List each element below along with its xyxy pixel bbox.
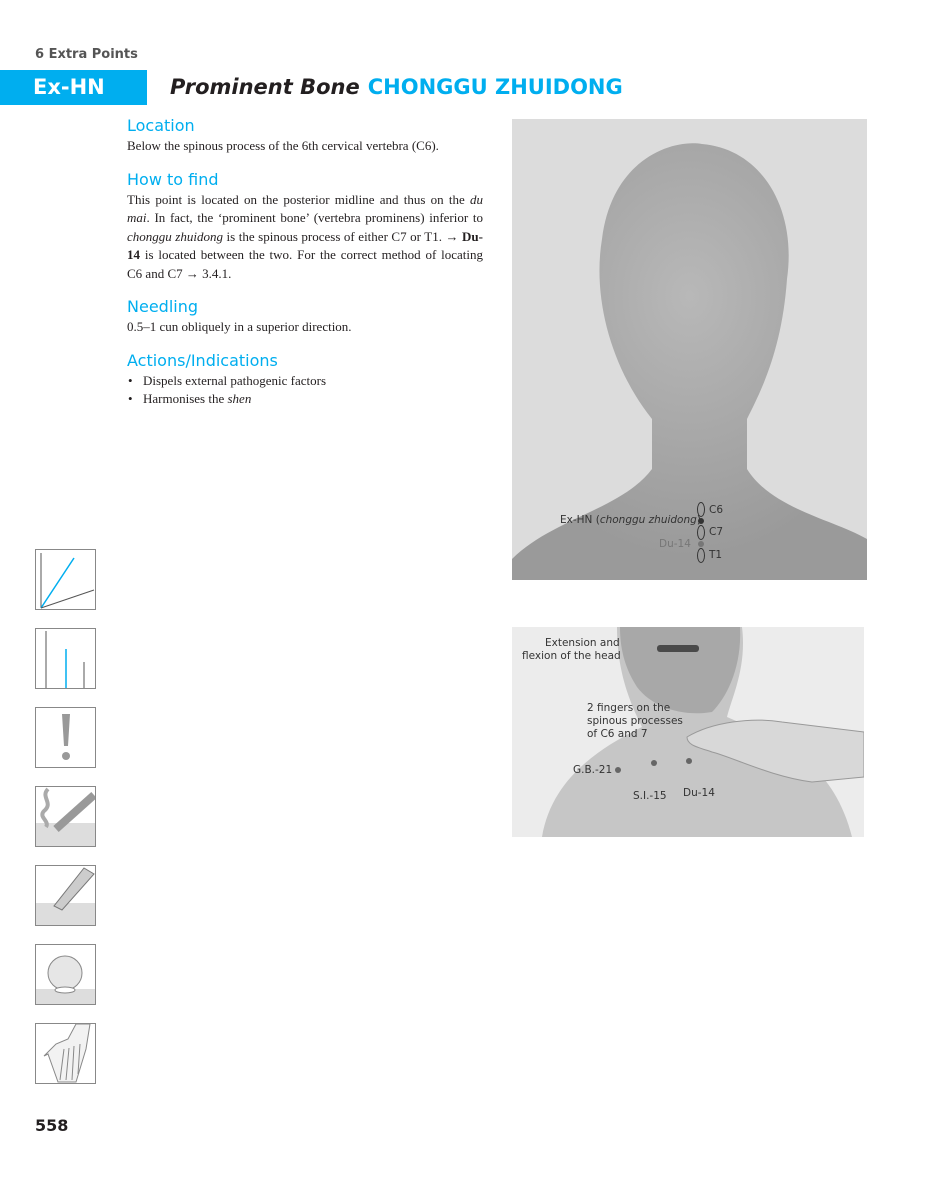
- text-run: This point is located on the posterior midline and thus on the: [127, 191, 470, 207]
- text-run: is located between the two. For the correct method of locating C6 and C7: [127, 247, 483, 281]
- label-fingers-3: of C6 and 7: [587, 728, 648, 740]
- label-text: Ex-HN (: [560, 514, 600, 526]
- actions-heading: Actions/Indications: [127, 350, 278, 370]
- point-du14-dot: [698, 541, 704, 547]
- how-to-find-heading: How to find: [127, 169, 219, 189]
- label-du14: Du-14: [659, 538, 691, 550]
- list-item-italic: shen: [227, 391, 252, 406]
- cupping-icon: [35, 944, 96, 1005]
- cross-reference-du14[interactable]: Du-14: [127, 228, 483, 262]
- title-english: Prominent Bone: [170, 75, 360, 99]
- caution-exclamation-icon: [35, 707, 96, 768]
- vertebra-t1-marker: [697, 548, 705, 563]
- text-run: is the spinous process of either C7 or T1.: [222, 228, 446, 244]
- actions-list: [127, 372, 483, 409]
- list-item-text: Dispels external pathogenic factors: [143, 372, 327, 388]
- label-si15: S.I.-15: [633, 790, 667, 802]
- label-gb21: G.B.-21: [573, 764, 613, 776]
- label-t1: T1: [709, 549, 723, 561]
- location-text: Below the spinous process of the 6th cervical vertebra (C6).: [127, 138, 439, 153]
- point-gb21-dot: [615, 767, 621, 773]
- photo-back-of-head: [512, 119, 867, 580]
- point-code-badge: Ex-HN: [0, 70, 147, 105]
- arrow-icon: →: [185, 265, 199, 281]
- chapter-header: 6 Extra Points: [35, 47, 138, 62]
- page-number: 558: [35, 1116, 69, 1135]
- list-item-text: Harmonises the: [143, 391, 228, 406]
- title-pinyin: CHONGGU ZHUIDONG: [367, 75, 623, 99]
- label-fingers-1: 2 fingers on the: [587, 702, 671, 714]
- list-item: [127, 372, 483, 391]
- point-description: [127, 116, 483, 409]
- needle-angle-icon: [35, 549, 96, 610]
- bleeding-lancet-icon: [35, 865, 96, 926]
- label-ex-hn: [560, 514, 701, 527]
- point-du14-dot: [686, 758, 692, 764]
- location-heading: Location: [127, 116, 195, 135]
- hand-skeleton-icon: [35, 1023, 96, 1084]
- page-title: [170, 75, 623, 99]
- label-italic: chonggu zhuidong: [599, 514, 697, 526]
- label-du14: Du-14: [683, 787, 715, 799]
- label-fingers-2: spinous processes: [587, 715, 683, 727]
- head-silhouette: [512, 119, 867, 580]
- needling-heading: Needling: [127, 297, 198, 316]
- photo-neck-palpation: [512, 627, 864, 837]
- list-item: [127, 390, 483, 409]
- label-extension: Extension and: [545, 637, 620, 649]
- text-italic: chonggu zhuidong: [127, 228, 223, 244]
- label-flexion: flexion of the head: [522, 650, 621, 662]
- moxibustion-icon: [35, 786, 96, 847]
- label-c6: C6: [709, 504, 724, 516]
- vertebra-c7-marker: [697, 525, 705, 540]
- needle-depth-icon: [35, 628, 96, 689]
- needling-text: 0.5–1 cun obliquely in a superior direction.: [127, 319, 352, 334]
- label-text: ): [696, 514, 701, 526]
- point-si15-dot: [651, 760, 657, 766]
- how-to-find-text: [127, 191, 483, 284]
- cross-reference-section[interactable]: 3.4.1.: [198, 265, 232, 281]
- arrow-icon: →: [445, 228, 463, 244]
- text-italic: du mai: [127, 191, 483, 225]
- text-run: . In fact, the ‘prominent bone’ (vertebra prominens) inferior to: [146, 210, 483, 225]
- label-c7: C7: [709, 526, 724, 538]
